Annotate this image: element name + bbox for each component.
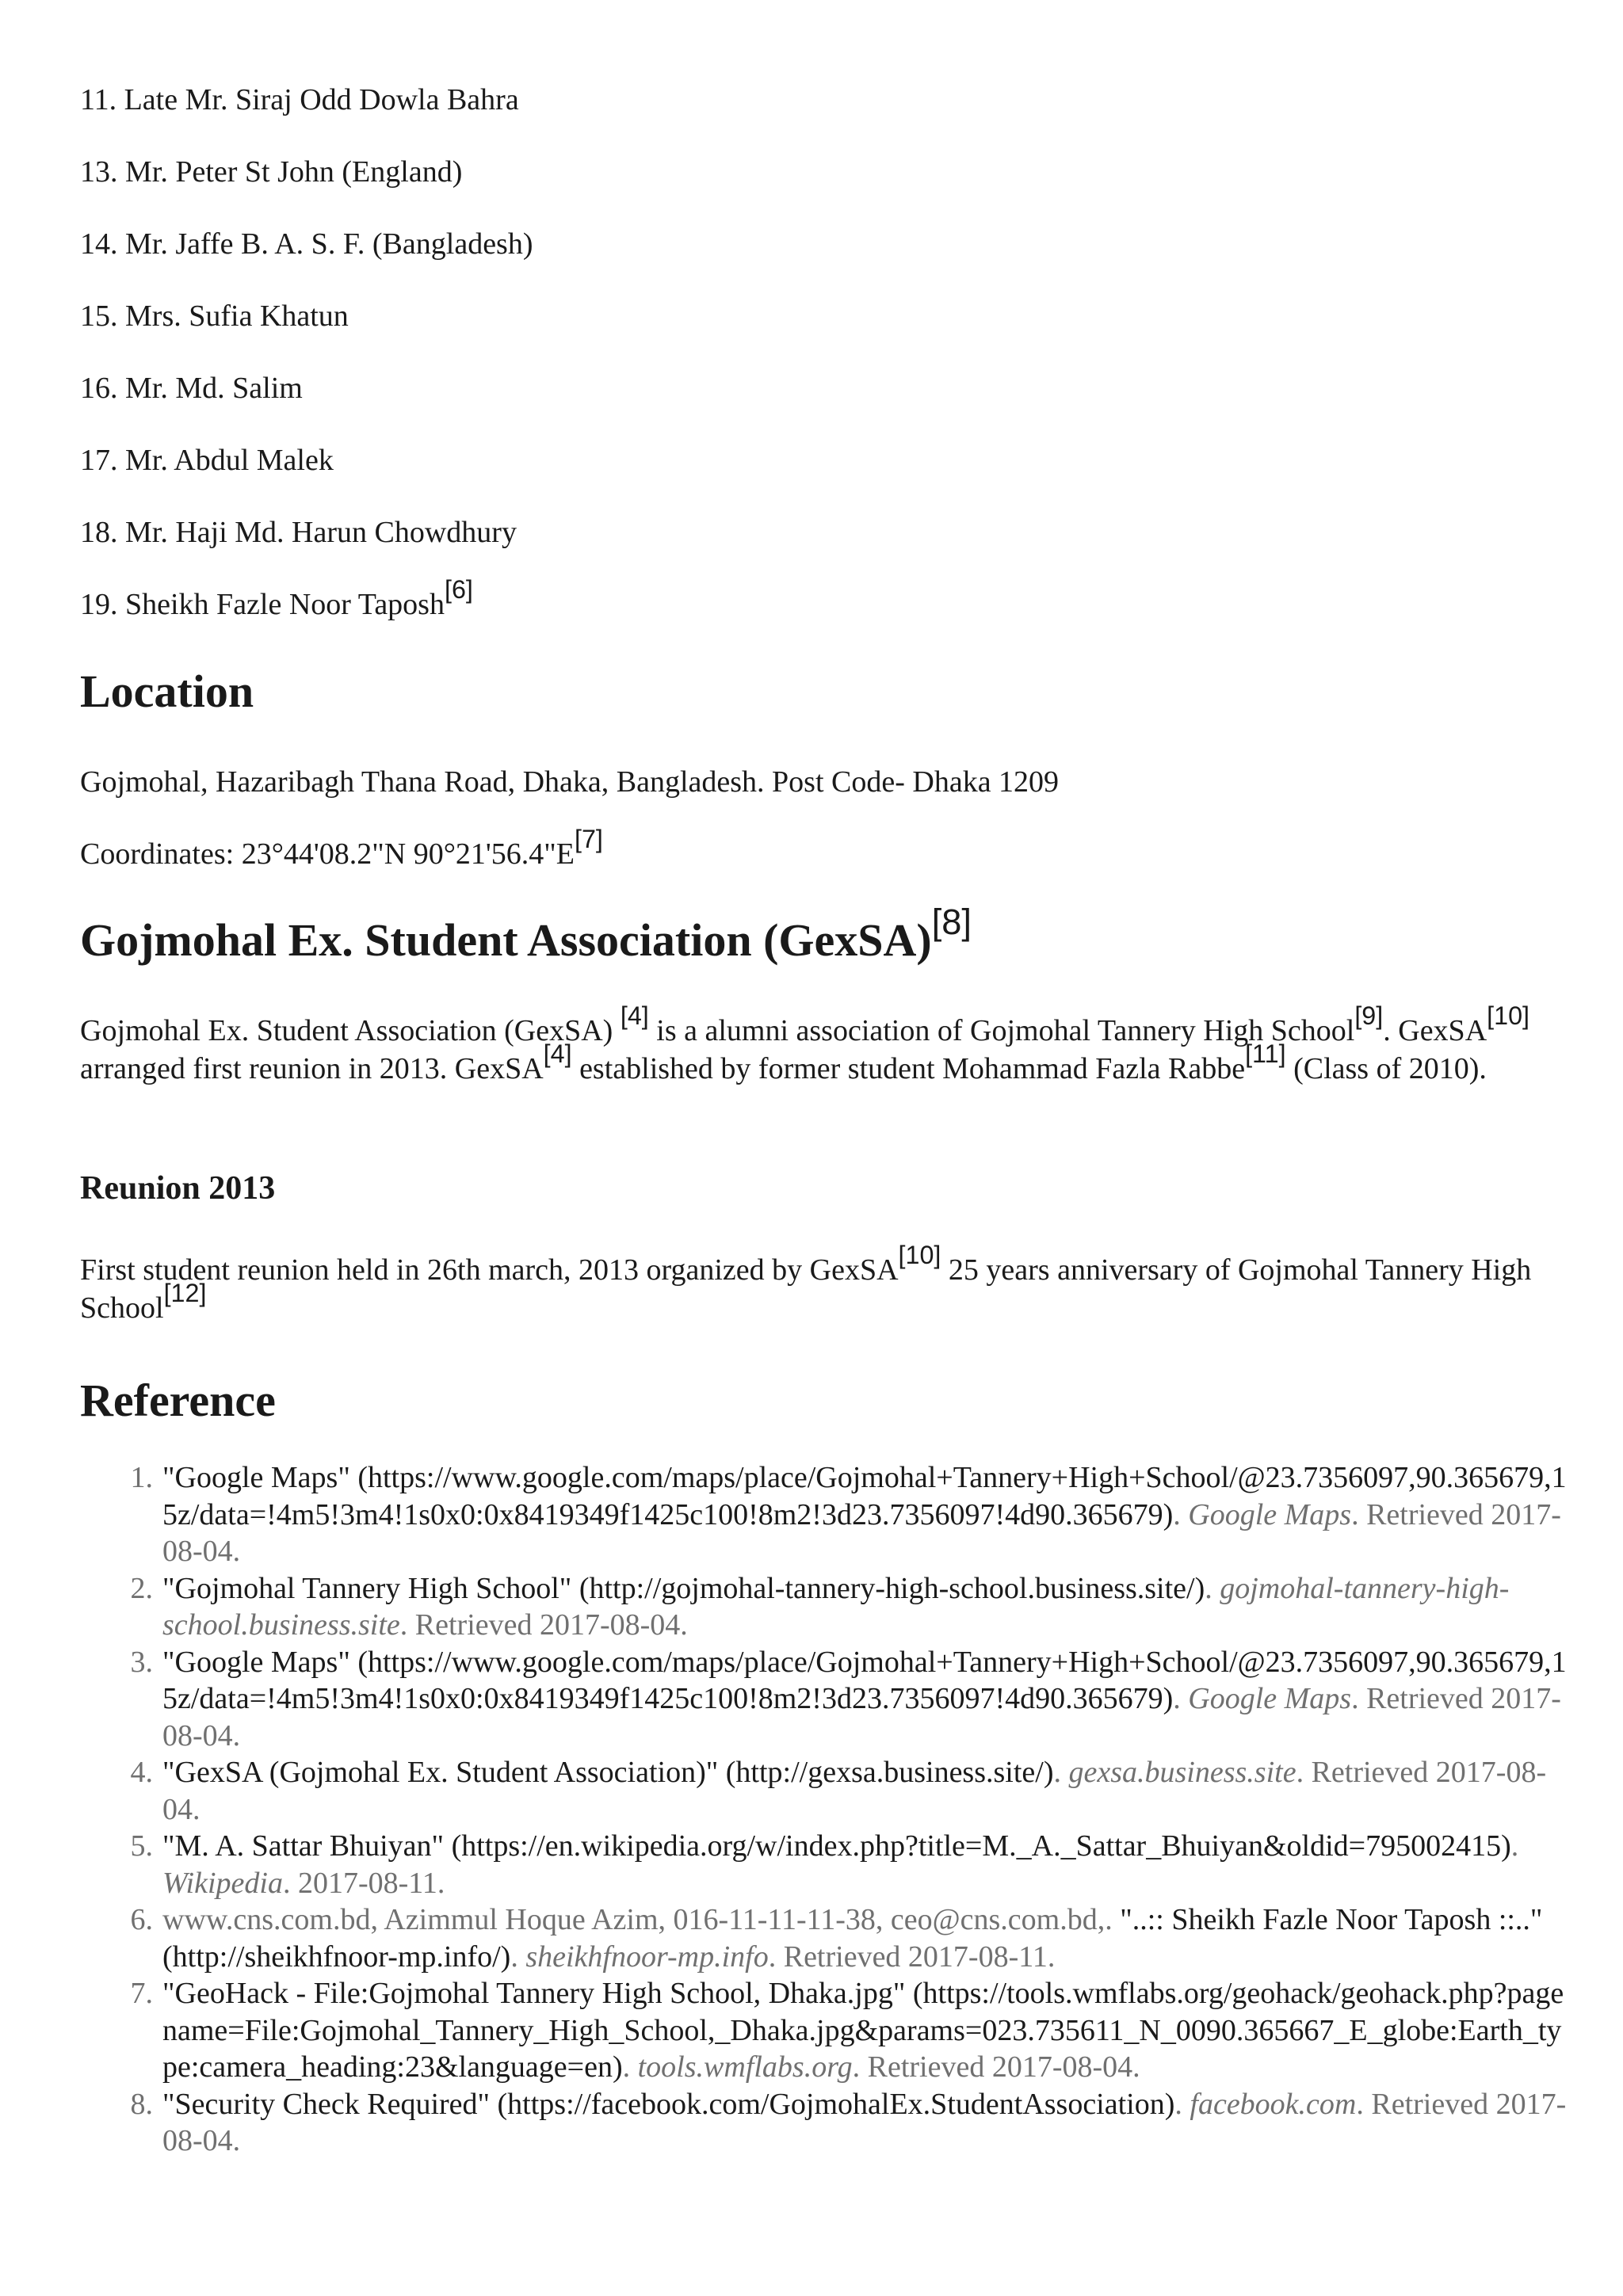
reference-source: facebook.com xyxy=(1190,2087,1357,2121)
reference-item: 5. "M. A. Sattar Bhuiyan" (https://en.wikipedia.org/w/index.php?title=M._A._Sattar_Bhuiyan&oldid=795002415). Wikipedia. 2017-08-11. xyxy=(130,1829,1519,1900)
member-item: 14. Mr. Jaffe B. A. S. F. (Bangladesh) xyxy=(80,227,533,261)
citation-link[interactable]: [10] xyxy=(1487,1001,1530,1030)
reference-item: 4. "GexSA (Gojmohal Ex. Student Association)" (http://gexsa.business.site/). gexsa.business.site. Retrieved 2017-08-04. xyxy=(130,1756,1547,1826)
reference-source: Google Maps xyxy=(1188,1682,1352,1715)
member-item: 19. Sheikh Fazle Noor Taposh[6] xyxy=(80,574,473,621)
section-heading-location: Location xyxy=(80,666,254,717)
citation-link[interactable]: [4] xyxy=(620,1001,649,1030)
reference-source: Google Maps xyxy=(1188,1497,1352,1531)
citation-link[interactable]: [12] xyxy=(163,1278,207,1307)
member-item: 17. Mr. Abdul Malek xyxy=(80,444,334,477)
reference-link[interactable]: "GexSA (Gojmohal Ex. Student Association)" (http://gexsa.business.site/) xyxy=(162,1756,1054,1789)
reference-link[interactable]: "..:: Sheikh Fazle Noor Taposh ::.." (http://sheikhfnoor-mp.info/) xyxy=(162,1903,1543,1974)
gexsa-paragraph: Gojmohal Ex. Student Association (GexSA) [4] is a alumni association of Gojmohal Tannery High School[9]. GexSA[10] arranged first reunion in 2013. GexSA[4] established by former student Mohammad Fazla Rabbe[11] (Class of 2010). xyxy=(80,1001,1530,1085)
reference-link[interactable]: "Gojmohal Tannery High School" (http://gojmohal-tannery-high-school.business.site/) xyxy=(162,1571,1205,1605)
citation-link[interactable]: [4] xyxy=(543,1039,572,1068)
location-coordinates: Coordinates: 23°44'08.2"N 90°21'56.4"E[7] xyxy=(80,824,603,871)
citation-link[interactable]: [9] xyxy=(1354,1001,1384,1030)
reference-author: www.cns.com.bd, Azimmul Hoque Azim, 016-11-11-11-38, ceo@cns.com.bd,. xyxy=(162,1903,1121,1936)
reference-item: 8. "Security Check Required" (https://facebook.com/GojmohalEx.StudentAssociation). facebook.com. Retrieved 2017-08-04. xyxy=(130,2087,1567,2157)
reference-link[interactable]: "GeoHack - File:Gojmohal Tannery High School, Dhaka.jpg" (https://tools.wmflabs.org/geohack/geohack.php?pagename=File:Gojmohal_Tannery_High_School,_Dhaka.jpg&params=023.735611_N_0090.365667_E_globe:Earth_type:camera_heading:23&language=en) xyxy=(162,1977,1564,2084)
reference-item: 3. "Google Maps" (https://www.google.com/maps/place/Gojmohal+Tannery+High+School/@23.7356097,90.365679,15z/data=!4m5!3m4!1s0x0:0x8419349f1425c100!8m2!3d23.7356097!4d90.365679). Google Maps. Retrieved 2017-08-04. xyxy=(130,1645,1567,1753)
citation-link[interactable]: [7] xyxy=(574,824,603,853)
member-item: 16. Mr. Md. Salim xyxy=(80,372,303,405)
reference-source: gojmohal-tannery-high-school.business.site xyxy=(162,1571,1510,1642)
member-item: 11. Late Mr. Siraj Odd Dowla Bahra xyxy=(80,83,519,116)
reference-link[interactable]: "M. A. Sattar Bhuiyan" (https://en.wikipedia.org/w/index.php?title=M._A._Sattar_Bhuiyan&oldid=795002415) xyxy=(162,1829,1511,1863)
section-heading-reference: Reference xyxy=(80,1375,276,1426)
section-heading-gexsa: Gojmohal Ex. Student Association (GexSA)[8] xyxy=(80,901,972,966)
citation-link[interactable]: [11] xyxy=(1245,1039,1286,1068)
reference-link[interactable]: "Security Check Required" (https://facebook.com/GojmohalEx.StudentAssociation) xyxy=(162,2087,1175,2121)
citation-link[interactable]: [8] xyxy=(931,901,972,942)
reference-item: 6. www.cns.com.bd, Azimmul Hoque Azim, 016-11-11-11-38, ceo@cns.com.bd,. "..:: Sheikh Fazle Noor Taposh ::.." (http://sheikhfnoor-mp.info/). sheikhfnoor-mp.info. Retrieved 2017-08-11. xyxy=(130,1903,1543,1974)
subsection-heading-reunion: Reunion 2013 xyxy=(80,1170,276,1207)
reference-source: tools.wmflabs.org xyxy=(637,2050,853,2084)
reference-link[interactable]: "Google Maps" (https://www.google.com/maps/place/Gojmohal+Tannery+High+School/@23.7356097,90.365679,15z/data=!4m5!3m4!1s0x0:0x8419349f1425c100!8m2!3d23.7356097!4d90.365679) xyxy=(162,1461,1567,1531)
location-address: Gojmohal, Hazaribagh Thana Road, Dhaka, Bangladesh. Post Code- Dhaka 1209 xyxy=(80,765,1060,799)
reference-source: Wikipedia xyxy=(162,1866,283,1900)
reference-item: 1. "Google Maps" (https://www.google.com/maps/place/Gojmohal+Tannery+High+School/@23.7356097,90.365679,15z/data=!4m5!3m4!1s0x0:0x8419349f1425c100!8m2!3d23.7356097!4d90.365679). Google Maps. Retrieved 2017-08-04. xyxy=(130,1461,1567,1568)
reference-item: 2. "Gojmohal Tannery High School" (http://gojmohal-tannery-high-school.business.site/). gojmohal-tannery-high-school.business.site. Retrieved 2017-08-04. xyxy=(130,1571,1510,1642)
citation-link[interactable]: [6] xyxy=(444,574,473,604)
member-item: 18. Mr. Haji Md. Harun Chowdhury xyxy=(80,516,517,549)
reference-item: 7. "GeoHack - File:Gojmohal Tannery High School, Dhaka.jpg" (https://tools.wmflabs.org/geohack/geohack.php?pagename=File:Gojmohal_Tannery_High_School,_Dhaka.jpg&params=023.735611_N_0090.365667_E_globe:Earth_type:camera_heading:23&language=en). tools.wmflabs.org. Retrieved 2017-08-04. xyxy=(130,1977,1564,2084)
citation-link[interactable]: [10] xyxy=(898,1240,941,1269)
reference-list xyxy=(80,1459,1570,2160)
member-item: 15. Mrs. Sufia Khatun xyxy=(80,299,349,333)
reunion-paragraph: First student reunion held in 26th march, 2013 organized by GexSA[10] 25 years anniversary of Gojmohal Tannery High School[12] xyxy=(80,1240,1532,1325)
reference-link[interactable]: "Google Maps" (https://www.google.com/maps/place/Gojmohal+Tannery+High+School/@23.7356097,90.365679,15z/data=!4m5!3m4!1s0x0:0x8419349f1425c100!8m2!3d23.7356097!4d90.365679) xyxy=(162,1645,1567,1715)
reference-source: gexsa.business.site xyxy=(1068,1756,1296,1789)
member-item: 13. Mr. Peter St John (England) xyxy=(80,155,463,189)
reference-source: sheikhfnoor-mp.info xyxy=(525,1939,769,1974)
